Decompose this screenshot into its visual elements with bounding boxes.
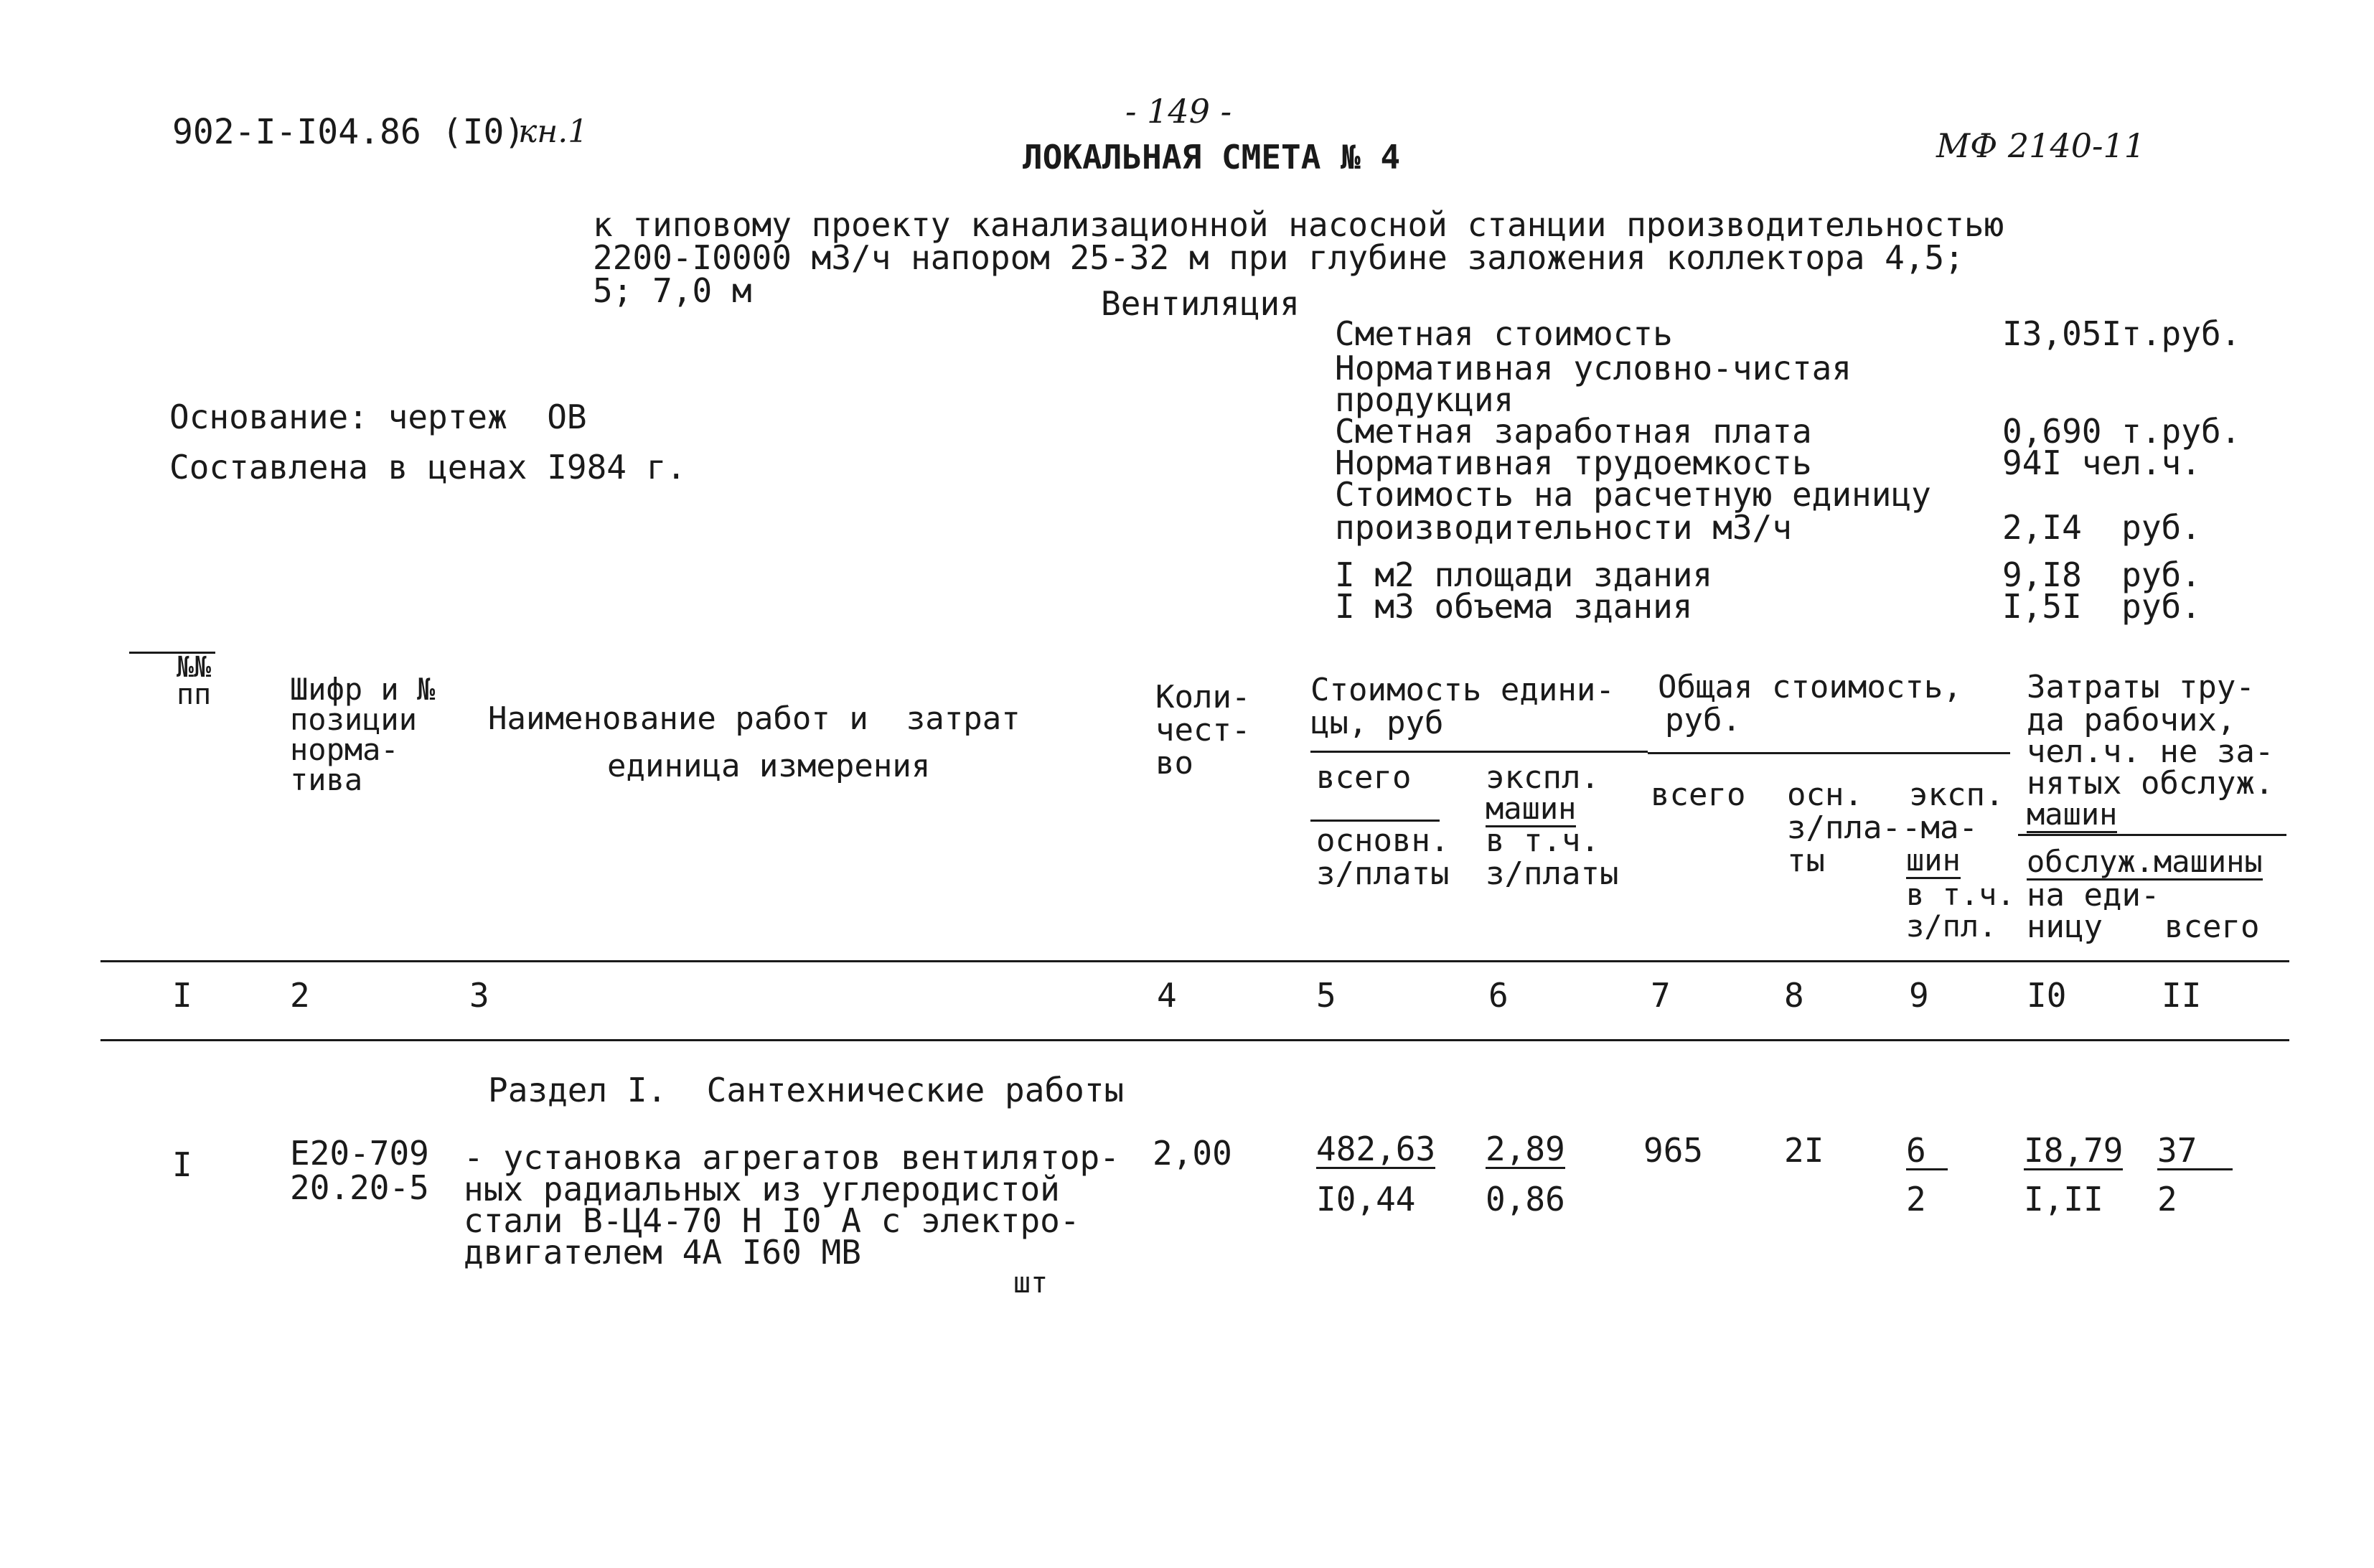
- summary-value: I,5I руб.: [2002, 587, 2201, 626]
- summary-label: продукция: [1335, 380, 1514, 419]
- summary-value: 0,690 т.руб.: [2002, 412, 2241, 451]
- labor-header: машин: [2027, 797, 2118, 832]
- subtitle-line-2: 2200-I0000 м3/ч напором 25-32 м при глубине заложения коллектора 4,5;: [593, 238, 1964, 277]
- column-number: 4: [1157, 976, 1177, 1015]
- total-machines-wage-header: в т.ч.: [1906, 877, 2015, 912]
- row-unit-machines-wage: 0,86: [1486, 1180, 1565, 1219]
- page-number: - 149 -: [1125, 92, 1232, 131]
- col2-header: Шифр и №: [290, 672, 436, 707]
- column-numbers-rule: [100, 1039, 2289, 1041]
- summary-value: 94I чел.ч.: [2002, 443, 2201, 482]
- subtitle-line-1: к типовому проекту канализационной насосной станции производительностью: [593, 205, 2004, 244]
- section-name: Вентиляция: [1101, 284, 1300, 323]
- total-cost-header: Общая стоимость,: [1658, 669, 1962, 705]
- basis-prices: Составлена в ценах I984 г.: [169, 448, 687, 487]
- row-labor-total: 37: [2157, 1134, 2233, 1170]
- labor-machines-header: обслуж.машины: [2027, 844, 2263, 879]
- unit-basic-wage-header: основн.: [1316, 822, 1450, 859]
- header-bottom-rule: [100, 960, 2289, 962]
- total-all-header: всего: [1651, 776, 1746, 813]
- row-total-machines-wage: 2: [1906, 1180, 1926, 1219]
- col1-header: №№: [177, 651, 212, 684]
- row-number: I: [172, 1145, 192, 1184]
- summary-label: Стоимость на расчетную единицу: [1335, 475, 1931, 514]
- row-labor-per-unit-machines: I,II: [2024, 1180, 2103, 1219]
- row-labor-total-machines: 2: [2157, 1180, 2177, 1219]
- col4-header: Коли-: [1155, 679, 1251, 715]
- summary-label: I м2 площади здания: [1335, 555, 1713, 594]
- section-title: Раздел I. Сантехнические работы: [488, 1071, 1125, 1109]
- unit-machines-wage-header: в т.ч.: [1486, 822, 1600, 859]
- labor-rule: [2018, 834, 2286, 836]
- summary-label: Нормативная трудоемкость: [1335, 443, 1812, 482]
- labor-header: нятых обслуж.: [2027, 765, 2274, 802]
- summary-label: Сметная стоимость: [1335, 314, 1673, 353]
- labor-per-unit-header: на еди-: [2027, 877, 2160, 914]
- unit-machines-wage-header: з/платы: [1486, 855, 1619, 892]
- column-number: 2: [290, 976, 310, 1015]
- unit-total-header: всего: [1316, 759, 1412, 796]
- unit-machines-header: машин: [1486, 791, 1577, 826]
- total-cost-header: руб.: [1665, 702, 1741, 738]
- row-description: двигателем 4А I60 МВ: [464, 1233, 861, 1272]
- row-code: Е20-709: [290, 1134, 429, 1173]
- column-number: 7: [1651, 976, 1671, 1015]
- col1-header: пп: [177, 678, 212, 711]
- summary-value: 2,I4 руб.: [2002, 508, 2201, 547]
- unit-split-rule: [1310, 820, 1440, 822]
- unit-cost-header: Стоимость едини-: [1310, 672, 1615, 708]
- row-description: ных радиальных из углеродистой: [464, 1170, 1060, 1208]
- unit-cost-header: цы, руб: [1310, 705, 1444, 741]
- row-unit: шт: [1013, 1267, 1048, 1300]
- summary-label: производительности м3/ч: [1335, 508, 1792, 547]
- labor-per-unit-header: ницу: [2027, 909, 2103, 945]
- total-machines-header: эксп.: [1909, 776, 2004, 813]
- column-number: 3: [469, 976, 489, 1015]
- row-unit-machines: 2,89: [1486, 1130, 1565, 1168]
- total-basic-header: осн.: [1787, 776, 1863, 813]
- labor-header: Затраты тру-: [2027, 669, 2255, 705]
- column-number: II: [2162, 976, 2202, 1015]
- unit-cost-rule: [1310, 751, 1648, 753]
- row-description: - установка агрегатов вентилятор-: [464, 1138, 1120, 1177]
- unit-basic-wage-header: з/платы: [1316, 855, 1450, 892]
- row-quantity: 2,00: [1153, 1134, 1232, 1173]
- row-unit-total: 482,63: [1316, 1130, 1436, 1168]
- total-machines-header: шин: [1906, 842, 1961, 878]
- col2-header: норма-: [290, 732, 399, 767]
- column-number: 5: [1316, 976, 1336, 1015]
- labor-header: чел.ч. не за-: [2027, 733, 2274, 770]
- summary-label: Сметная заработная плата: [1335, 412, 1812, 451]
- summary-value: 9,I8 руб.: [2002, 555, 2201, 594]
- summary-label: I м3 объема здания: [1335, 587, 1693, 626]
- col3-header-unit: единица измерения: [607, 748, 931, 784]
- basis-drawing: Основание: чертеж ОВ: [169, 398, 587, 436]
- summary-value: I3,05Iт.руб.: [2002, 314, 2241, 353]
- archive-stamp: МФ 2140-11: [1936, 126, 2146, 165]
- estimate-title: ЛОКАЛЬНАЯ СМЕТА № 4: [1023, 138, 1401, 177]
- total-basic-header: ты: [1787, 842, 1825, 879]
- labor-header: да рабочих,: [2027, 702, 2236, 738]
- col2-header: позиции: [290, 702, 418, 737]
- row-total-basic: 2I: [1784, 1131, 1824, 1170]
- column-number: I0: [2027, 976, 2067, 1015]
- total-basic-header: з/пла-: [1787, 809, 1901, 846]
- row-labor-per-unit: I8,79: [2024, 1131, 2124, 1170]
- col2-header: тива: [290, 762, 363, 797]
- total-machines-wage-header: з/пл.: [1906, 909, 1997, 944]
- row-code: 20.20-5: [290, 1168, 429, 1207]
- summary-label: Нормативная условно-чистая: [1335, 349, 1852, 388]
- document-code-handwritten: кн.1: [518, 113, 588, 150]
- row-description: стали В-Ц4-70 Н I0 А с электро-: [464, 1201, 1080, 1240]
- col4-header: во: [1155, 745, 1193, 781]
- row-total-machines: 6: [1906, 1134, 1948, 1170]
- column-number: 6: [1488, 976, 1509, 1015]
- column-number: 8: [1784, 976, 1804, 1015]
- col3-header: Наименование работ и затрат: [488, 700, 1021, 737]
- column-number: 9: [1909, 976, 1929, 1015]
- column-number: I: [172, 976, 192, 1015]
- unit-machines-header: экспл.: [1486, 759, 1600, 796]
- row-total-all: 965: [1643, 1131, 1704, 1170]
- total-cost-rule: [1648, 752, 2010, 754]
- total-machines-header: -ма-: [1902, 809, 1978, 846]
- labor-total-header: всего: [2164, 909, 2260, 945]
- subtitle-line-3: 5; 7,0 м: [593, 271, 752, 310]
- document-code: 902-I-I04.86 (I0): [172, 112, 525, 152]
- row-unit-basic-wage: I0,44: [1316, 1180, 1416, 1219]
- col4-header: чест-: [1155, 712, 1251, 748]
